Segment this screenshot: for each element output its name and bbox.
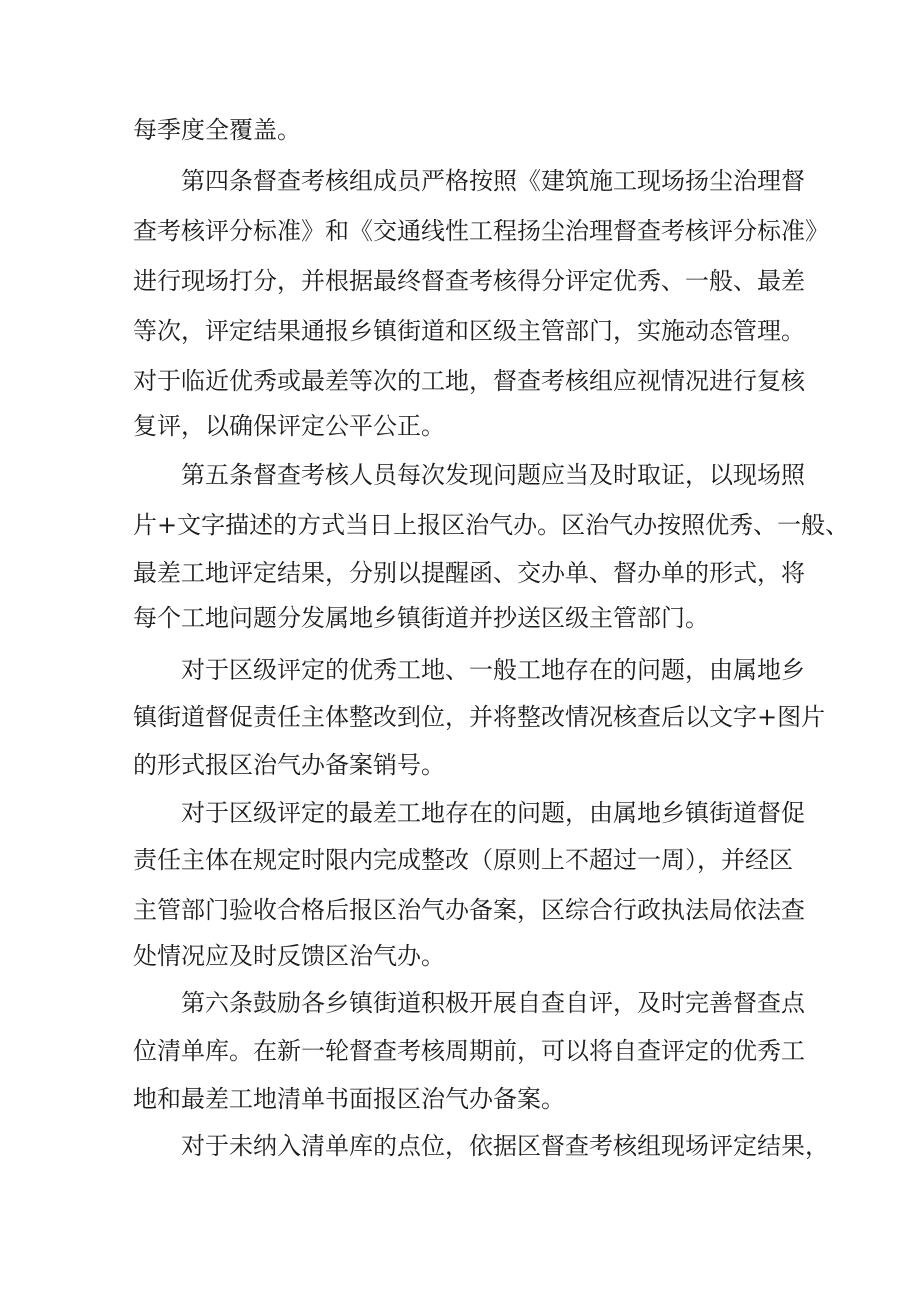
text-line: 每季度全覆盖。 [133,116,301,144]
text-line: 对于未纳入清单库的点位，依据区督查考核组现场评定结果， [181,1132,829,1160]
text-line: 主管部门验收合格后报区治气办备案，区综合行政执法局依法查 [133,896,805,924]
text-line: 对于区级评定的最差工地存在的问题，由属地乡镇街道督促 [181,799,805,827]
text-line: 第六条鼓励各乡镇街道积极开展自查自评，及时完善督查点 [181,989,805,1017]
text-line: 第四条督查考核组成员严格按照《建筑施工现场扬尘治理督 [181,167,805,195]
text-line: 第五条督查考核人员每次发现问题应当及时取证，以现场照 [181,461,805,489]
text-line: 地和最差工地清单书面报区治气办备案。 [133,1085,565,1113]
text-line: 的形式报区治气办备案销号。 [133,751,445,779]
text-line: 等次，评定结果通报乡镇街道和区级主管部门，实施动态管理。 [133,317,805,345]
text-line: 进行现场打分，并根据最终督查考核得分评定优秀、一般、最差 [133,267,805,295]
text-line: 对于区级评定的优秀工地、一般工地存在的问题，由属地乡 [181,656,805,684]
text-line: 最差工地评定结果，分别以提醒函、交办单、督办单的形式，将 [133,559,805,587]
text-line: 位清单库。在新一轮督查考核周期前，可以将自查评定的优秀工 [133,1037,805,1065]
text-line: 责任主体在规定时限内完成整改（原则上不超过一周），并经区 [133,846,793,874]
text-line: 对于临近优秀或最差等次的工地，督查考核组应视情况进行复核 [133,367,805,395]
text-line: 复评，以确保评定公平公正。 [133,412,445,440]
text-line: 查考核评分标准》和《交通线性工程扬尘治理督查考核评分标准》 [133,217,829,245]
text-line: 处情况应及时反馈区治气办。 [133,942,445,970]
text-line: 每个工地问题分发属地乡镇街道并抄送区级主管部门。 [133,604,709,632]
text-line: 镇街道督促责任主体整改到位，并将整改情况核查后以文字+图片 [133,703,826,731]
text-line: 片+文字描述的方式当日上报区治气办。区治气办按照优秀、一般、 [133,511,850,539]
